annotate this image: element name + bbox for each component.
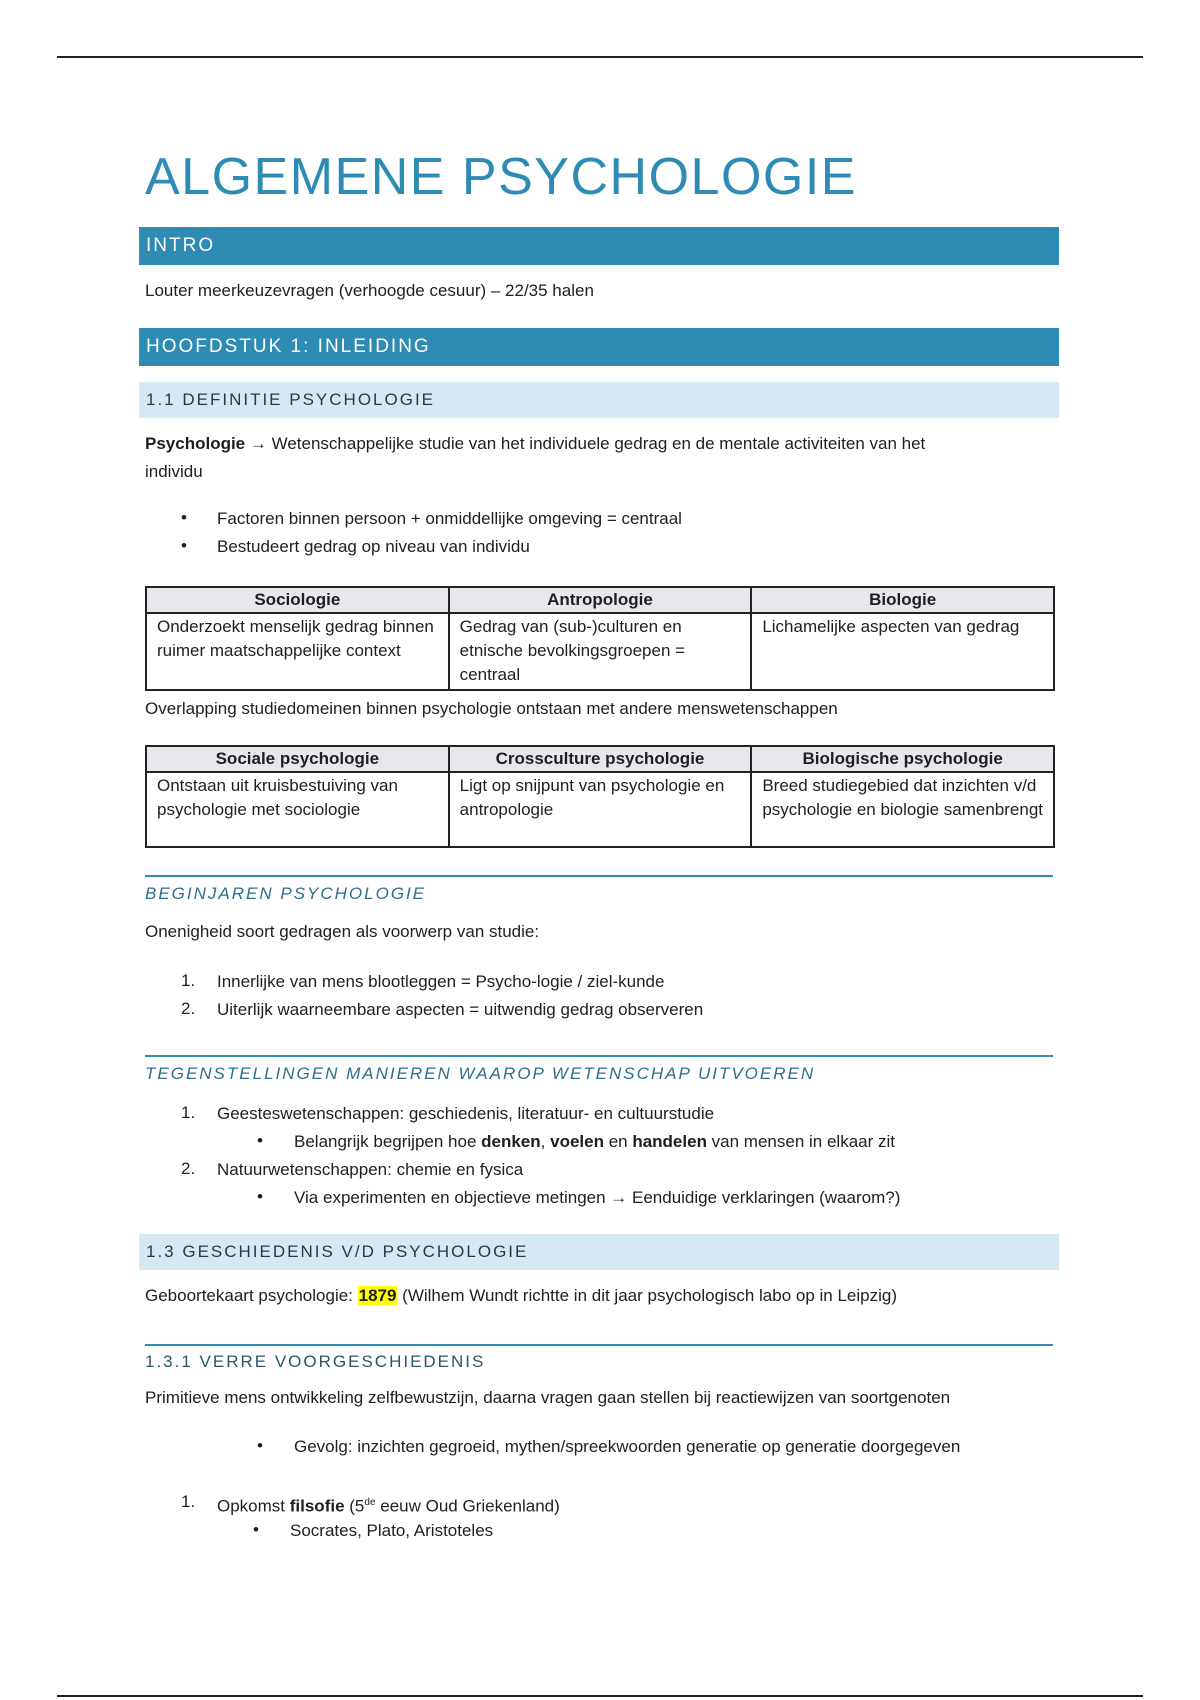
table-cell: Ontstaan uit kruisbestuiving van psychologie met sociologie bbox=[146, 772, 449, 847]
highlighted-year: 1879 bbox=[358, 1286, 397, 1305]
definition-term: Psychologie bbox=[145, 434, 246, 453]
list-number: 1. bbox=[181, 1492, 196, 1511]
text-run: eeuw Oud Griekenland) bbox=[375, 1496, 560, 1516]
prehistory-text: Primitieve mens ontwikkeling zelfbewustzijn, daarna vragen gaan stellen bij reactiewijzen van soortgenoten bbox=[145, 1388, 951, 1407]
text-run: (Wilhem Wundt richtte in dit jaar psychologisch labo op in Leipzig) bbox=[397, 1286, 897, 1305]
intro-text: Louter meerkeuzevragen (verhoogde cesuur) – 22/35 halen bbox=[145, 281, 594, 300]
tegenstellingen-heading: TEGENSTELLINGEN MANIEREN WAAROP WETENSCHAP UITVOEREN bbox=[145, 1064, 816, 1083]
list-item: Bestudeert gedrag op niveau van individu bbox=[217, 537, 530, 556]
list-subitem bbox=[294, 1129, 895, 1155]
list-item bbox=[217, 1490, 560, 1520]
list-number: 2. bbox=[181, 1159, 196, 1178]
chapter1-heading: HOOFDSTUK 1: INLEIDING bbox=[139, 328, 1059, 366]
text-run: Belangrijk begrijpen hoe bbox=[294, 1132, 482, 1151]
beginjaren-heading: BEGINJAREN PSYCHOLOGIE bbox=[145, 884, 427, 903]
text-run: Opkomst bbox=[217, 1496, 290, 1516]
text-run: (5 bbox=[344, 1496, 365, 1516]
list-number: 1. bbox=[181, 971, 196, 990]
beginjaren-intro: Onenigheid soort gedragen als voorwerp van studie: bbox=[145, 922, 540, 941]
definition-text-cont: individu bbox=[145, 462, 203, 481]
table-cell: Onderzoekt menselijk gedrag binnen ruimer maatschappelijke context bbox=[146, 613, 449, 690]
arrow-icon: → bbox=[249, 434, 267, 453]
text-run: Geboortekaart psychologie: bbox=[145, 1286, 358, 1305]
table-cell: Lichamelijke aspecten van gedrag bbox=[751, 613, 1054, 690]
list-item: Geesteswetenschappen: geschiedenis, literatuur- en cultuurstudie bbox=[217, 1104, 715, 1123]
text-run: van mensen in elkaar zit bbox=[706, 1132, 895, 1151]
table-row bbox=[146, 772, 1054, 847]
list-number: 1. bbox=[181, 1103, 196, 1122]
bold-term: denken bbox=[481, 1132, 541, 1151]
list-item: Uiterlijk waarneembare aspecten = uitwendig gedrag observeren bbox=[217, 1000, 704, 1019]
bullet-icon: • bbox=[257, 1436, 263, 1455]
table-header: Sociologie bbox=[146, 587, 449, 613]
document-title: ALGEMENE PSYCHOLOGIE bbox=[145, 148, 857, 206]
list-item: Innerlijke van mens blootleggen = Psycho-logie / ziel-kunde bbox=[217, 972, 665, 991]
definition-text: Wetenschappelijke studie van het individuele gedrag en de mentale activiteiten van het bbox=[271, 434, 926, 453]
table-row bbox=[146, 613, 1054, 690]
table-cell: Breed studiegebied dat inzichten v/d psychologie en biologie samenbrengt bbox=[751, 772, 1054, 847]
bullet-icon: • bbox=[181, 508, 187, 527]
birth-paragraph bbox=[145, 1282, 1055, 1310]
list-subitem: Via experimenten en objectieve metingen → Eenduidige verklaringen (waarom?) bbox=[294, 1188, 901, 1207]
list-item: Factoren binnen persoon + onmiddellijke omgeving = centraal bbox=[217, 509, 682, 528]
section-divider bbox=[145, 1053, 1053, 1057]
table-header: Biologie bbox=[751, 587, 1054, 613]
table-cell: Ligt op snijpunt van psychologie en antropologie bbox=[449, 772, 752, 847]
table-cell: Gedrag van (sub-)culturen en etnische bevolkingsgroepen = centraal bbox=[449, 613, 752, 690]
bottom-rule bbox=[57, 1695, 1143, 1697]
text-run: en bbox=[603, 1132, 633, 1151]
list-subitem: Socrates, Plato, Aristoteles bbox=[290, 1521, 494, 1540]
bullet-icon: • bbox=[181, 536, 187, 555]
list-item: Natuurwetenschappen: chemie en fysica bbox=[217, 1160, 524, 1179]
section-1-1-heading: 1.1 DEFINITIE PSYCHOLOGIE bbox=[139, 382, 1059, 418]
superscript: de bbox=[364, 1497, 376, 1508]
definition-paragraph bbox=[145, 430, 1055, 486]
section-divider bbox=[145, 873, 1053, 877]
section-1-3-1-heading: 1.3.1 VERRE VOORGESCHIEDENIS bbox=[145, 1352, 486, 1371]
table-header-row bbox=[146, 746, 1054, 772]
text-run: , bbox=[540, 1132, 551, 1151]
section-1-3-heading: 1.3 GESCHIEDENIS V/D PSYCHOLOGIE bbox=[139, 1234, 1059, 1270]
bullet-icon: • bbox=[257, 1187, 263, 1206]
top-rule bbox=[57, 56, 1143, 58]
subdisciplines-table bbox=[145, 745, 1055, 848]
bullet-icon: • bbox=[253, 1520, 259, 1539]
disciplines-table bbox=[145, 586, 1055, 691]
bullet-icon: • bbox=[257, 1131, 263, 1150]
table-header: Sociale psychologie bbox=[146, 746, 449, 772]
table-header: Crossculture psychologie bbox=[449, 746, 752, 772]
table-header: Biologische psychologie bbox=[751, 746, 1054, 772]
intro-heading: INTRO bbox=[139, 227, 1059, 265]
bold-term: handelen bbox=[632, 1132, 707, 1151]
table-header: Antropologie bbox=[449, 587, 752, 613]
list-number: 2. bbox=[181, 999, 196, 1018]
table-header-row bbox=[146, 587, 1054, 613]
overlap-text: Overlapping studiedomeinen binnen psychologie ontstaan met andere menswetenschappen bbox=[145, 699, 838, 718]
list-subitem: Gevolg: inzichten gegroeid, mythen/spreekwoorden generatie op generatie doorgegeven bbox=[294, 1437, 961, 1456]
bold-term: filsofie bbox=[289, 1496, 345, 1516]
section-divider bbox=[145, 1342, 1053, 1346]
bold-term: voelen bbox=[550, 1132, 604, 1151]
